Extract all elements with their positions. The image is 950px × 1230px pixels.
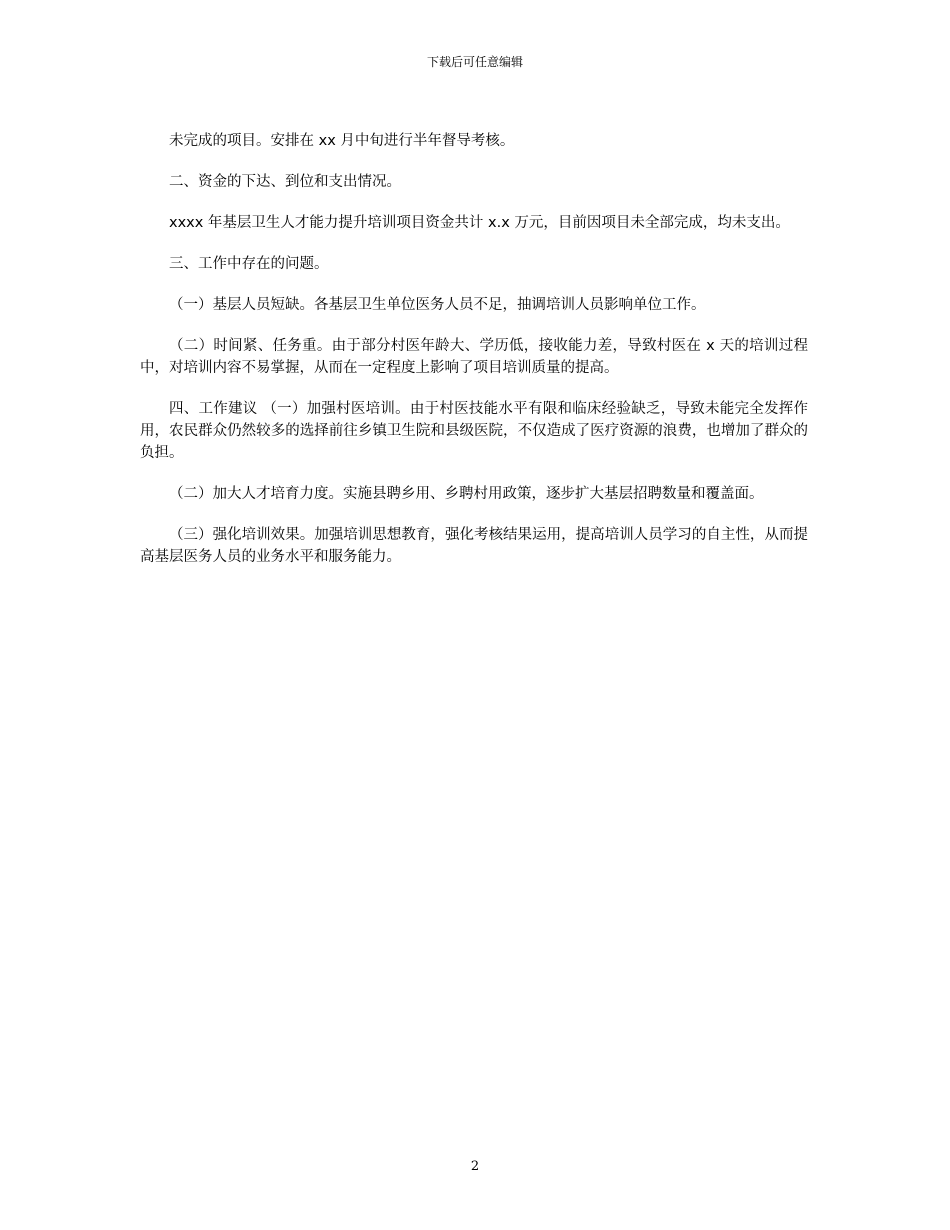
paragraph-4: 三、工作中存在的问题。 xyxy=(169,256,329,272)
page-number: 2 xyxy=(470,1159,480,1174)
paragraph-7: 四、工作建议 （一）加强村医培训。由于村医技能水平有限和临床经验缺乏，导致未能完全发挥作用，农民群众仍然较多的选择前往乡镇卫生院和县级医院，不仅造成了医疗资源的浪费，也增加了群众的负担。 xyxy=(140,401,808,461)
paragraph-5: （一）基层人员短缺。各基层卫生单位医务人员不足，抽调培训人员影响单位工作。 xyxy=(169,297,706,313)
paragraph-9: （三）强化培训效果。加强培训思想教育，强化考核结果运用，提高培训人员学习的自主性，从而提高基层医务人员的业务水平和服务能力。 xyxy=(140,527,808,565)
paragraph-1: 未完成的项目。安排在 xx 月中旬进行半年督导考核。 xyxy=(169,133,515,149)
paragraph-8: （二）加大人才培育力度。实施县聘乡用、乡聘村用政策，逐步扩大基层招聘数量和覆盖面。 xyxy=(169,486,764,502)
document-body xyxy=(140,130,808,587)
paragraph-6: （二）时间紧、任务重。由于部分村医年龄大、学历低，接收能力差，导致村医在 x 天的培训过程中，对培训内容不易掌握，从而在一定程度上影响了项目培训质量的提高。 xyxy=(140,338,808,376)
page-header: 下载后可任意编辑 xyxy=(426,55,523,69)
paragraph-2: 二、资金的下达、到位和支出情况。 xyxy=(169,174,401,190)
paragraph-3: xxxx 年基层卫生人才能力提升培训项目资金共计 x.x 万元，目前因项目未全部完成，均未支出。 xyxy=(169,215,790,231)
